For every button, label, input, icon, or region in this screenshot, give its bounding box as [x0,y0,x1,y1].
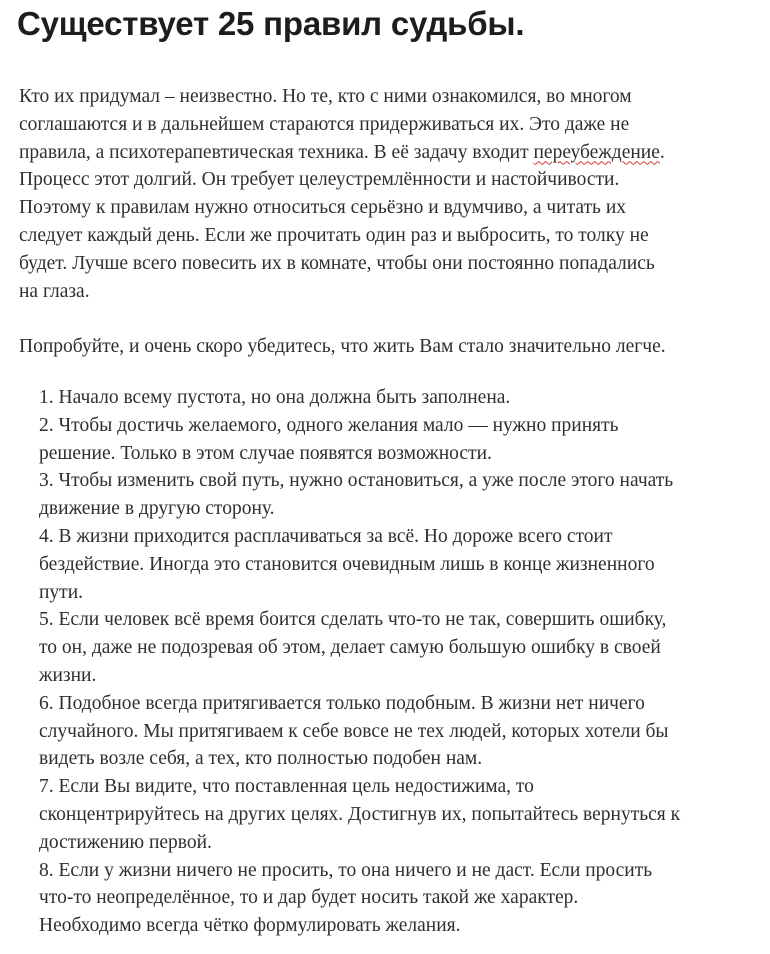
rule-line: достижению первой. [39,831,212,853]
spellcheck-marked-word[interactable]: переубеждение [533,141,660,163]
rule-item [39,523,754,606]
intro-line: Кто их придумал – неизвестно. Но те, кто с ними ознакомился, во многом [19,86,632,107]
intro-line-tail: . [659,141,665,163]
rule-line: 7. Если Вы видите, что поставленная цель недостижима, то [39,776,534,798]
intro-line-text: правила, а психотерапевтическая техника. В её задачу входит [19,141,534,163]
intro-paragraph [19,83,754,305]
rule-line: бездействие. Иногда это становится очевидным лишь в конце жизненного [39,553,655,575]
rule-line: 8. Если у жизни ничего не просить, то она ничего и не даст. Если просить [39,859,653,881]
rule-line: 1. Начало всему пустота, но она должна быть заполнена. [39,387,511,408]
rule-line: движение в другую сторону. [39,498,275,520]
rule-line: 6. Подобное всегда притягивается только подобным. В жизни нет ничего [39,692,645,714]
rule-line: решение. Только в этом случае появятся возможности. [39,442,492,464]
rule-line: 2. Чтобы достичь желаемого, одного желания мало — нужно принять [39,414,619,436]
intro-line: соглашаются и в дальнейшем стараются придерживаться их. Это даже не [19,113,630,135]
intro-line: Процесс этот долгий. Он требует целеустремлённости и настойчивости. [19,169,620,191]
rule-line: 5. Если человек всё время боится сделать что-то не так, совершить ошибку, [39,609,667,631]
rule-line: 3. Чтобы изменить свой путь, нужно остановиться, а уже после этого начать [39,470,674,492]
second-paragraph [19,333,754,361]
rules-list [39,384,754,940]
rule-line: случайного. Мы притягиваем к себе вовсе не тех людей, которых хотели бы [39,720,669,742]
rule-line: пути. [39,581,84,603]
rule-line: видеть возле себя, а тех, кто полностью подобен нам. [39,748,483,770]
rule-item [39,606,754,689]
intro-line [19,139,754,167]
rule-item [39,384,754,412]
rule-line: Необходимо всегда чётко формулировать желания. [39,915,461,937]
intro-line: Поэтому к правилам нужно относиться серьёзно и вдумчиво, а читать их [19,197,627,219]
rule-line: то он, даже не подозревая об этом, делает самую большую ошибку в своей [39,637,661,659]
rule-line: что-то неопределённое, то и дар будет носить такой же характер. [39,887,579,909]
intro-line: будет. Лучше всего повесить их в комнате, чтобы они постоянно попадались [19,252,655,274]
article-title: Существует 25 правил судьбы. [17,5,525,42]
rule-line: жизни. [39,664,97,686]
rule-line: 4. В жизни приходится расплачиваться за всё. Но дороже всего стоит [39,525,613,547]
intro-line: на глаза. [19,280,90,302]
intro-line: следует каждый день. Если же прочитать один раз и выбросить, то толку не [19,224,649,246]
rule-item [39,467,754,523]
rule-item [39,773,754,856]
rule-item [39,857,754,940]
rule-item [39,690,754,773]
second-paragraph-text: Попробуйте, и очень скоро убедитесь, что жить Вам стало значительно легче. [19,336,666,357]
rule-line: сконцентрируйтесь на других целях. Достигнув их, попытайтесь вернуться к [39,803,681,825]
rule-item [39,412,754,468]
